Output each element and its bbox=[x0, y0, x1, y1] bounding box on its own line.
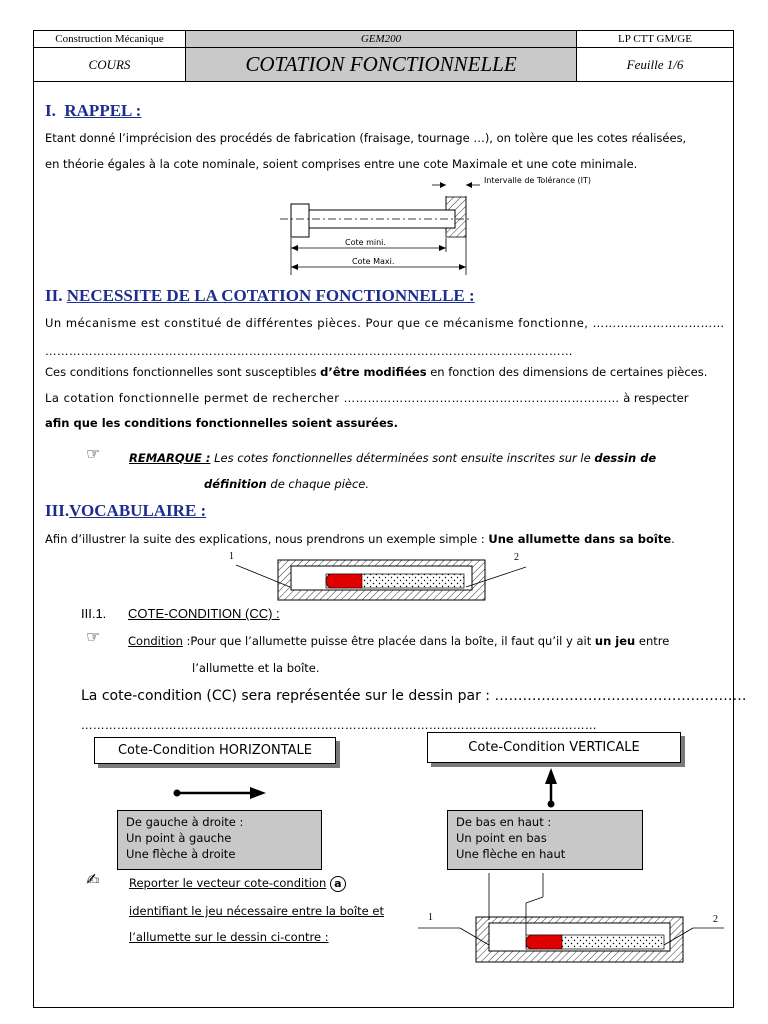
section-1-number: I. bbox=[45, 101, 56, 120]
it-label: Intervalle de Tolérance (IT) bbox=[484, 176, 592, 185]
s1-para-2: en théorie égales à la cote nominale, soient comprises entre une cote Maximale et une cote minimale. bbox=[45, 157, 638, 171]
cote-mini-label: Cote mini. bbox=[345, 238, 386, 247]
part-1-label-b: 1 bbox=[428, 912, 433, 923]
h-rule-1: De gauche à droite : bbox=[126, 815, 244, 829]
v-rule-2: Un point en bas bbox=[456, 831, 547, 845]
s2-line-3c: en fonction des dimensions de certaines pièces. bbox=[426, 365, 708, 379]
h-rule-3: Une flèche à droite bbox=[126, 847, 236, 861]
remark-text-2: de chaque pièce. bbox=[266, 477, 370, 491]
h-rule-2: Un point à gauche bbox=[126, 831, 232, 845]
report-line-1 bbox=[129, 876, 346, 892]
section-2-number: II. bbox=[45, 286, 63, 305]
s2-line-4a: La cotation fonctionnelle permet de rechercher …………………………………………………………… bbox=[45, 391, 620, 405]
writing-hand-icon: ✍ bbox=[86, 870, 100, 889]
condition-label: Condition bbox=[128, 634, 183, 648]
header-class: LP CTT GM/GE bbox=[577, 31, 734, 48]
condition-b: un jeu bbox=[594, 634, 636, 648]
pointing-hand-icon-2: ☞ bbox=[86, 627, 101, 646]
section-2-title: NECESSITE DE LA COTATION FONCTIONNELLE : bbox=[66, 286, 475, 305]
s2-line-2: …………………………………………………………………………………………………………………… bbox=[45, 344, 573, 358]
report-line-2: identifiant le jeu nécessaire entre la boîte et bbox=[129, 904, 384, 918]
cc-line: La cote-condition (CC) sera représentée sur le dessin par : ……………………………………………… bbox=[81, 688, 747, 704]
section-3-number: III. bbox=[45, 501, 70, 520]
condition-a: :Pour que l’allumette puisse être placée dans la boîte, il faut qu’il y ait bbox=[182, 634, 595, 648]
pointing-hand-icon: ☞ bbox=[86, 444, 101, 463]
part-2-label: 2 bbox=[514, 552, 519, 563]
remark-label: REMARQUE : bbox=[129, 451, 211, 465]
s2-line-4b: à respecter bbox=[619, 391, 689, 405]
subsection-title: COTE-CONDITION (CC) : bbox=[128, 606, 280, 621]
remark-bold: dessin de bbox=[594, 451, 657, 465]
horizontal-cc-box: Cote-Condition HORIZONTALE bbox=[94, 737, 336, 764]
s3-intro-c: . bbox=[671, 532, 675, 546]
remark-bold-2: définition bbox=[204, 477, 267, 491]
vertical-cc-box: Cote-Condition VERTICALE bbox=[427, 732, 681, 763]
header-subject: Construction Mécanique bbox=[34, 31, 186, 48]
header-sheet: Feuille 1/6 bbox=[577, 48, 734, 82]
s3-intro-a: Afin d’illustrer la suite des explications, nous prendrons un exemple simple : bbox=[45, 532, 489, 546]
condition-line-2: l’allumette et la boîte. bbox=[192, 661, 320, 675]
s2-line-3a: Ces conditions fonctionnelles sont susceptibles bbox=[45, 365, 321, 379]
horizontal-cc-rules bbox=[117, 810, 322, 870]
v-rule-3: Une flèche en haut bbox=[456, 847, 566, 861]
s2-line-5: afin que les conditions fonctionnelles soient assurées. bbox=[45, 416, 398, 430]
vertical-cc-rules bbox=[447, 810, 643, 870]
s1-para-1: Etant donné l’imprécision des procédés de fabrication (fraisage, tournage …), on tolère que les cotes réalisées, bbox=[45, 131, 687, 145]
section-3-title: VOCABULAIRE : bbox=[69, 501, 207, 520]
v-rule-1: De bas en haut : bbox=[456, 815, 552, 829]
s2-line-1: Un mécanisme est constitué de différentes pièces. Pour que ce mécanisme fonctionne, …………………………… bbox=[45, 316, 725, 330]
report-line-3: l’allumette sur le dessin ci-contre : bbox=[129, 930, 329, 944]
header-code: GEM200 bbox=[186, 31, 577, 48]
s3-intro-b: Une allumette dans sa boîte bbox=[488, 532, 672, 546]
section-1-title: RAPPEL : bbox=[64, 101, 142, 120]
s2-line-3b: d’être modifiées bbox=[320, 365, 427, 379]
header-type: COURS bbox=[34, 48, 186, 82]
remark-text: Les cotes fonctionnelles déterminées sont ensuite inscrites sur le bbox=[210, 451, 595, 465]
cc-line-2: ………………………………………………………………………………………………………………… bbox=[81, 718, 597, 732]
page-title: COTATION FONCTIONNELLE bbox=[186, 48, 577, 82]
cote-maxi-label: Cote Maxi. bbox=[352, 257, 395, 266]
condition-c: entre bbox=[635, 634, 670, 648]
circled-label-a: a bbox=[330, 876, 346, 892]
report-text-1: Reporter le vecteur cote-condition bbox=[129, 876, 327, 890]
part-1-label: 1 bbox=[229, 551, 234, 562]
part-2-label-b: 2 bbox=[713, 914, 718, 925]
subsection-number: III.1. bbox=[81, 606, 107, 621]
